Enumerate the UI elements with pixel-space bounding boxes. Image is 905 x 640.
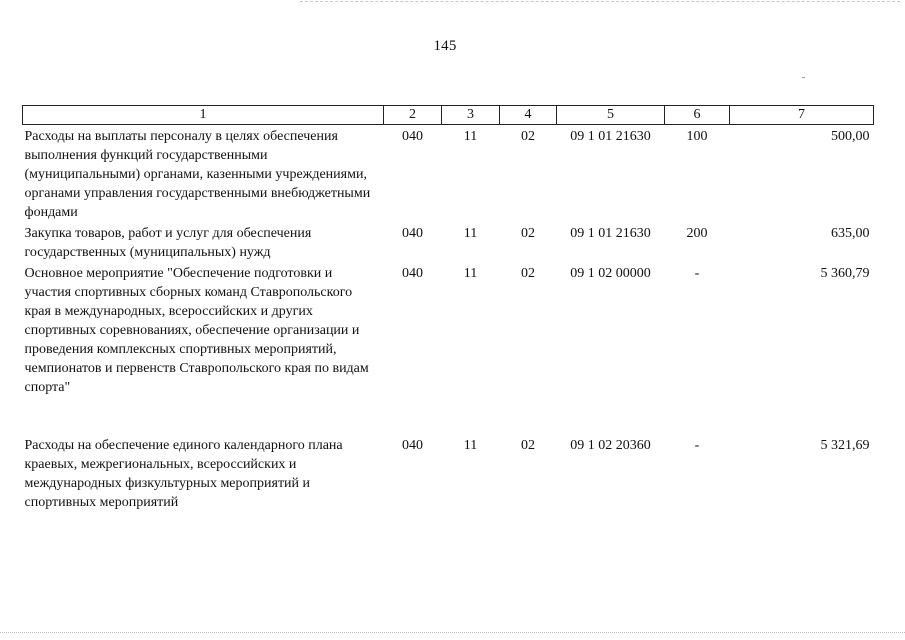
row-code-2: 040	[402, 266, 423, 281]
row-code-3: 11	[463, 266, 478, 281]
row-code-3: 11	[463, 226, 478, 241]
row-code-4: 02	[521, 129, 535, 144]
row-code-3: 11	[463, 129, 478, 144]
scan-edge-top	[300, 1, 900, 2]
column-header-1: 1	[23, 106, 384, 125]
row-description: Расходы на обеспечение единого календарного плана краевых, межрегиональных, всероссийских и международных физкультурных мероприятий и спортивных мероприятий	[24, 438, 343, 510]
page-number: 145	[433, 38, 457, 54]
row-description: Закупка товаров, работ и услуг для обеспечения государственных (муниципальных) нужд	[24, 226, 312, 260]
table-row	[23, 262, 874, 434]
row-code-5: 09 1 01 21630	[570, 129, 651, 144]
column-header-6: 6	[665, 106, 730, 125]
row-code-2: 040	[402, 129, 423, 144]
row-code-6: 100	[686, 129, 708, 144]
row-amount: 500,00	[831, 129, 870, 144]
column-header-4: 4	[500, 106, 557, 125]
scan-edge-bottom	[0, 632, 905, 633]
row-code-6: -	[694, 266, 700, 281]
row-amount: 5 321,69	[820, 438, 870, 453]
budget-table	[22, 105, 874, 516]
table-row	[23, 222, 874, 262]
row-description: Основное мероприятие "Обеспечение подготовки и участия спортивных сборных команд Ставропольского края в международных, всероссийских и других спортивных соревнованиях, обеспечение организации и проведения комплексных спортивных мероприятий, чемпионатов и первенств Ставропольского края по видам спорта"	[24, 266, 369, 395]
column-header-7: 7	[730, 106, 874, 125]
scan-speck	[802, 77, 805, 78]
row-code-2: 040	[402, 226, 423, 241]
row-amount: 635,00	[831, 226, 870, 241]
table-row	[23, 434, 874, 516]
header-row	[23, 106, 874, 125]
table-row	[23, 125, 874, 223]
row-code-5: 09 1 02 20360	[570, 438, 651, 453]
row-code-4: 02	[521, 266, 535, 281]
column-header-2: 2	[384, 106, 442, 125]
row-code-2: 040	[402, 438, 423, 453]
column-header-3: 3	[442, 106, 500, 125]
row-code-4: 02	[521, 226, 535, 241]
row-code-6: -	[694, 438, 700, 453]
column-header-5: 5	[557, 106, 665, 125]
row-code-3: 11	[463, 438, 478, 453]
row-code-4: 02	[521, 438, 535, 453]
row-code-6: 200	[686, 226, 708, 241]
row-description: Расходы на выплаты персоналу в целях обеспечения выполнения функций государственными (муниципальными) органами, казенными учреждениями, органами управления государственными внебюджетными фондами	[24, 129, 371, 220]
row-code-5: 09 1 02 00000	[570, 266, 651, 281]
row-code-5: 09 1 01 21630	[570, 226, 651, 241]
row-amount: 5 360,79	[820, 266, 870, 281]
